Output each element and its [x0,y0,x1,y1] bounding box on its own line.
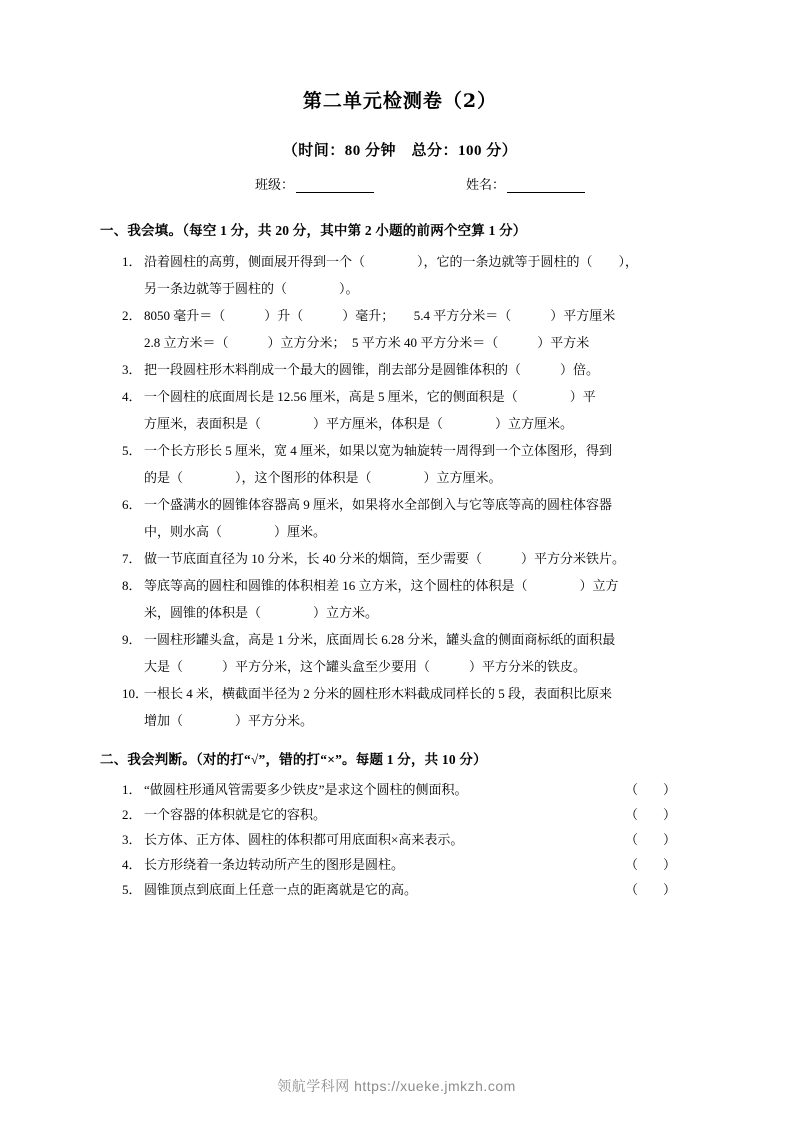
question-text: 长方形绕着一条边转动所产生的图形是圆柱。 [144,857,405,872]
watermark-footer [0,1076,793,1096]
watermark-text: 领航学科网 https://xueke.jmkzh.com [277,1078,516,1094]
question-line: 2.8 立方米＝（ ）立方分米； 5 平方米 40 平方分米＝（ ）平方米 [144,335,590,350]
question-item [100,302,700,356]
question-number: 1． [122,782,142,797]
answer-bracket[interactable]: （ ） [624,807,682,822]
question-line: 增加（ ）平方分米。 [144,713,314,728]
question-text: 一个容器的体积就是它的容积。 [144,807,327,822]
question-number: 3． [122,362,142,377]
question-number: 4． [122,389,142,404]
question-line: 大是（ ）平方分米，这个罐头盒至少要用（ ）平方分米的铁皮。 [144,659,587,674]
question-line: 等底等高的圆柱和圆锥的体积相差 16 立方米，这个圆柱的体积是（ ）立方 [144,578,619,593]
class-field-label: 班级： [254,177,294,192]
question-item [100,545,700,572]
question-number: 5． [122,882,142,897]
answer-bracket[interactable]: （ ） [624,882,682,897]
question-number: 6． [122,497,142,512]
question-line: 沿着圆柱的高剪，侧面展开得到一个（ ），它的一条边就等于圆柱的（ ）， [144,254,639,269]
question-line: 方厘米，表面积是（ ）平方厘米，体积是（ ）立方厘米。 [144,416,574,431]
name-field-blank[interactable] [507,179,585,193]
question-item [100,248,700,302]
question-number: 9． [122,632,142,647]
question-line: 一圆柱形罐头盒，高是 1 分米，底面周长 6.28 分米，罐头盒的侧面商标纸的面积最 [144,632,616,647]
name-field [466,174,585,193]
question-number: 10． [122,686,149,701]
question-line: 一个长方形长 5 厘米，宽 4 厘米，如果以宽为轴旋转一周得到一个立体图形，得到 [144,443,613,458]
question-number: 2． [122,308,142,323]
page-title: 第二单元检测卷（2） [302,90,498,112]
question-line: 另一条边就等于圆柱的（ ）。 [144,281,359,296]
class-field-blank[interactable] [296,179,374,193]
true-false-item [100,877,700,902]
question-line: 一个圆柱的底面周长是 12.56 厘米，高是 5 厘米，它的侧面积是（ ）平 [144,389,596,404]
true-false-item [100,827,700,852]
name-field-label: 姓名： [466,177,506,192]
question-number: 3． [122,832,142,847]
question-line: 米，圆锥的体积是（ ）立方米。 [144,605,379,620]
question-number: 5． [122,443,142,458]
true-false-item [100,852,700,877]
fill-in-question-list [100,248,700,734]
question-line: 把一段圆柱形木料削成一个最大的圆锥，削去部分是圆锥体积的（ ）倍。 [144,362,600,377]
true-false-item [100,777,700,802]
question-item [100,491,700,545]
question-number: 4． [122,857,142,872]
question-item [100,356,700,383]
question-text: 长方体、正方体、圆柱的体积都可用底面积×高来表示。 [144,832,464,847]
question-text: “做圆柱形通风管需要多少铁皮”是求这个圆柱的侧面积。 [144,782,468,797]
section-heading-true-false: 二、我会判断。（对的打“√”，错的打“×”。每题 1 分，共 10 分） [100,752,487,767]
answer-bracket[interactable]: （ ） [624,782,682,797]
question-line: 做一节底面直径为 10 分米，长 40 分米的烟筒，至少需要（ ）平方分米铁片。 [144,551,626,566]
question-line: 一根长 4 米，横截面半径为 2 分米的圆柱形木料截成同样长的 5 段，表面积比原来 [144,686,613,701]
question-item [100,626,700,680]
answer-bracket[interactable]: （ ） [624,857,682,872]
question-line: 的是（ ），这个图形的体积是（ ）立方厘米。 [144,470,502,485]
document-content [100,86,700,902]
question-number: 7． [122,551,142,566]
question-line: 中，则水高（ ）厘米。 [144,524,327,539]
question-item [100,572,700,626]
class-field [255,174,374,193]
question-number: 8． [122,578,142,593]
question-item [100,680,700,734]
question-number: 1． [122,254,142,269]
exam-subtitle: （时间：80 分钟 总分：100 分） [282,143,518,159]
student-info-row [100,174,700,193]
true-false-item [100,802,700,827]
question-item [100,383,700,437]
question-text: 圆锥顶点到底面上任意一点的距离就是它的高。 [144,882,418,897]
section-heading-fill-in: 一、我会填。（每空 1 分，共 20 分，其中第 2 小题的前两个空算 1 分） [100,223,527,238]
question-item [100,437,700,491]
question-line: 一个盛满水的圆锥体容器高 9 厘米，如果将水全部倒入与它等底等高的圆柱体容器 [144,497,613,512]
answer-bracket[interactable]: （ ） [624,832,682,847]
true-false-question-list [100,777,700,902]
question-number: 2． [122,807,142,822]
question-line: 8050 毫升＝（ ）升（ ）毫升； 5.4 平方分米＝（ ）平方厘米 [144,308,616,323]
